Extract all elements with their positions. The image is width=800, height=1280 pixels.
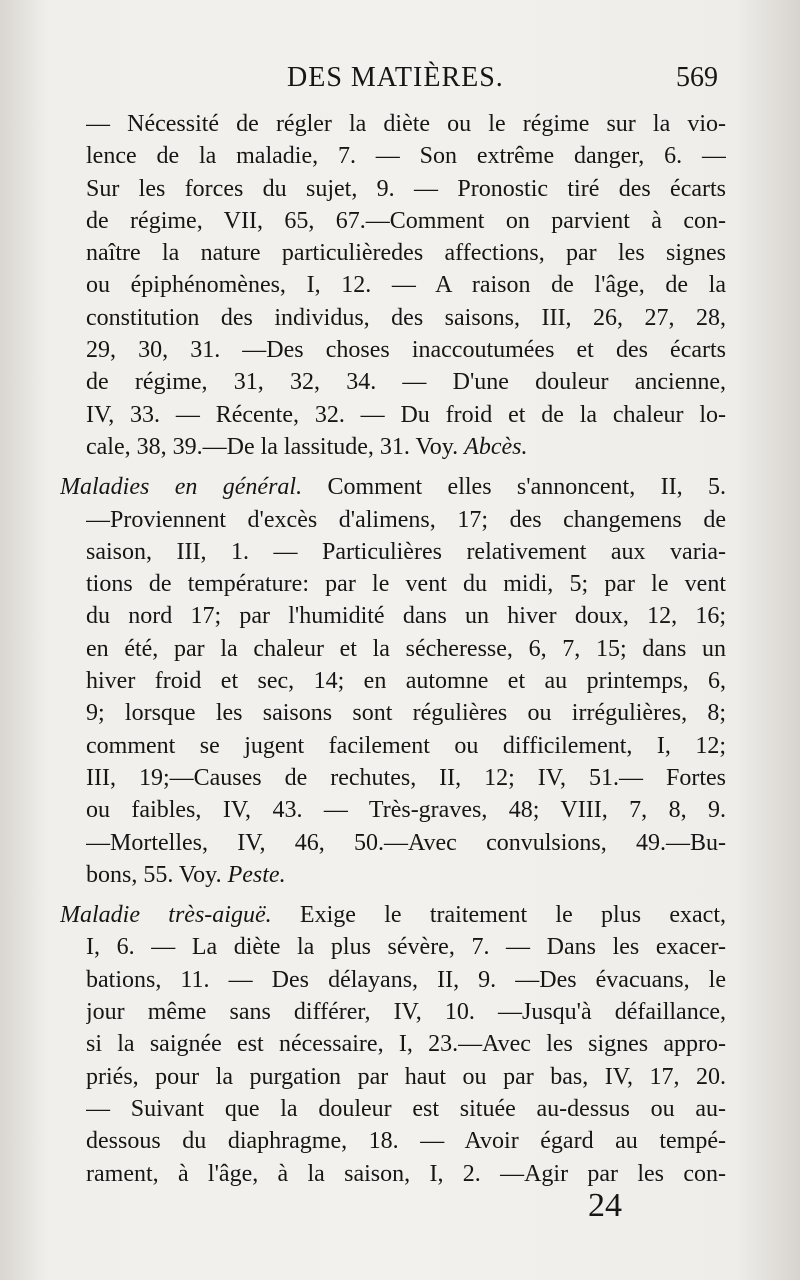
text-line: en été, par la chaleur et la sécheresse, 6, 7, 15; dans un (86, 635, 726, 662)
text-line: comment se jugent facilement ou difficilement, I, 12; (86, 732, 726, 759)
text-line: de régime, 31, 32, 34. — D'une douleur ancienne, (86, 369, 726, 396)
text-fragment: Comment elles s'annoncent, II, 5. (302, 474, 726, 501)
text-line: du nord 17; par l'humidité dans un hiver doux, 12, 16; (86, 603, 726, 630)
cross-reference: Abcès. (464, 433, 528, 460)
entry-heading-line (60, 471, 726, 503)
text-fragment: bons, 55. Voy. (86, 861, 228, 888)
page-number: 569 (676, 62, 718, 93)
text-line: de régime, VII, 65, 67.—Comment on parvient à con- (86, 207, 726, 234)
entry-heading-line (60, 899, 726, 931)
text-line (86, 859, 726, 891)
text-line: ou épiphénomènes, I, 12. — A raison de l'âge, de la (86, 272, 726, 299)
text-line: IV, 33. — Récente, 32. — Du froid et de la chaleur lo- (86, 401, 726, 428)
text-line: — Suivant que la douleur est située au-dessus ou au- (86, 1095, 726, 1122)
text-line: saison, III, 1. — Particulières relativement aux varia- (86, 538, 726, 565)
text-line: —Mortelles, IV, 46, 50.—Avec convulsions, 49.—Bu- (86, 829, 726, 856)
text-line: rament, à l'âge, à la saison, I, 2. —Agir par les con- (86, 1160, 726, 1187)
index-entry (60, 899, 726, 1190)
text-line: — Nécessité de régler la diète ou le régime sur la vio- (86, 111, 726, 137)
cross-reference: Peste. (227, 861, 286, 888)
text-line: ou faibles, IV, 43. — Très-graves, 48; VIII, 7, 8, 9. (86, 797, 726, 824)
text-line: bations, 11. — Des délayans, II, 9. —Des évacuans, le (86, 966, 726, 993)
entry-term: Maladie très-aiguë. (60, 902, 272, 929)
text-fragment: cale, 38, 39.—De la lassitude, 31. Voy. (86, 433, 465, 460)
text-line: hiver froid et sec, 14; en automne et au printemps, 6, (86, 668, 726, 695)
text-line: jour même sans différer, IV, 10. —Jusqu'à défaillance, (86, 999, 726, 1026)
text-line: lence de la maladie, 7. — Son extrême danger, 6. — (86, 143, 726, 170)
entry-term: Maladies en général. (60, 474, 303, 501)
text-line: 9; lorsque les saisons sont régulières ou irrégulières, 8; (86, 700, 726, 727)
text-line: III, 19;—Causes de rechutes, II, 12; IV, 51.— Fortes (86, 764, 726, 791)
text-line: priés, pour la purgation par haut ou par bas, IV, 17, 20. (86, 1063, 726, 1090)
text-line: I, 6. — La diète la plus sévère, 7. — Dans les exacer- (86, 934, 726, 961)
text-line: —Proviennent d'excès d'alimens, 17; des changemens de (86, 506, 726, 533)
text-fragment: Exige le traitement le plus exact, (271, 902, 726, 929)
text-line: tions de température: par le vent du midi, 5; par le vent (86, 571, 726, 598)
text-line: naître la nature particulièredes affections, par les signes (86, 240, 726, 267)
running-head (0, 62, 800, 102)
text-line: Sur les forces du sujet, 9. — Pronostic tiré des écarts (86, 175, 726, 202)
running-title: DES MATIÈRES. (287, 62, 504, 93)
text-line: constitution des individus, des saisons, III, 26, 27, 28, (86, 304, 726, 331)
index-entry (60, 471, 726, 891)
text-line (86, 431, 726, 463)
index-entry (86, 108, 726, 463)
printer-signature-mark: 24 (588, 1187, 622, 1224)
text-line: dessous du diaphragme, 18. — Avoir égard au tempé- (86, 1128, 726, 1155)
text-line: 29, 30, 31. —Des choses inaccoutumées et des écarts (86, 337, 726, 364)
index-text (60, 108, 726, 1198)
text-line: si la saignée est nécessaire, I, 23.—Avec les signes appro- (86, 1031, 726, 1058)
